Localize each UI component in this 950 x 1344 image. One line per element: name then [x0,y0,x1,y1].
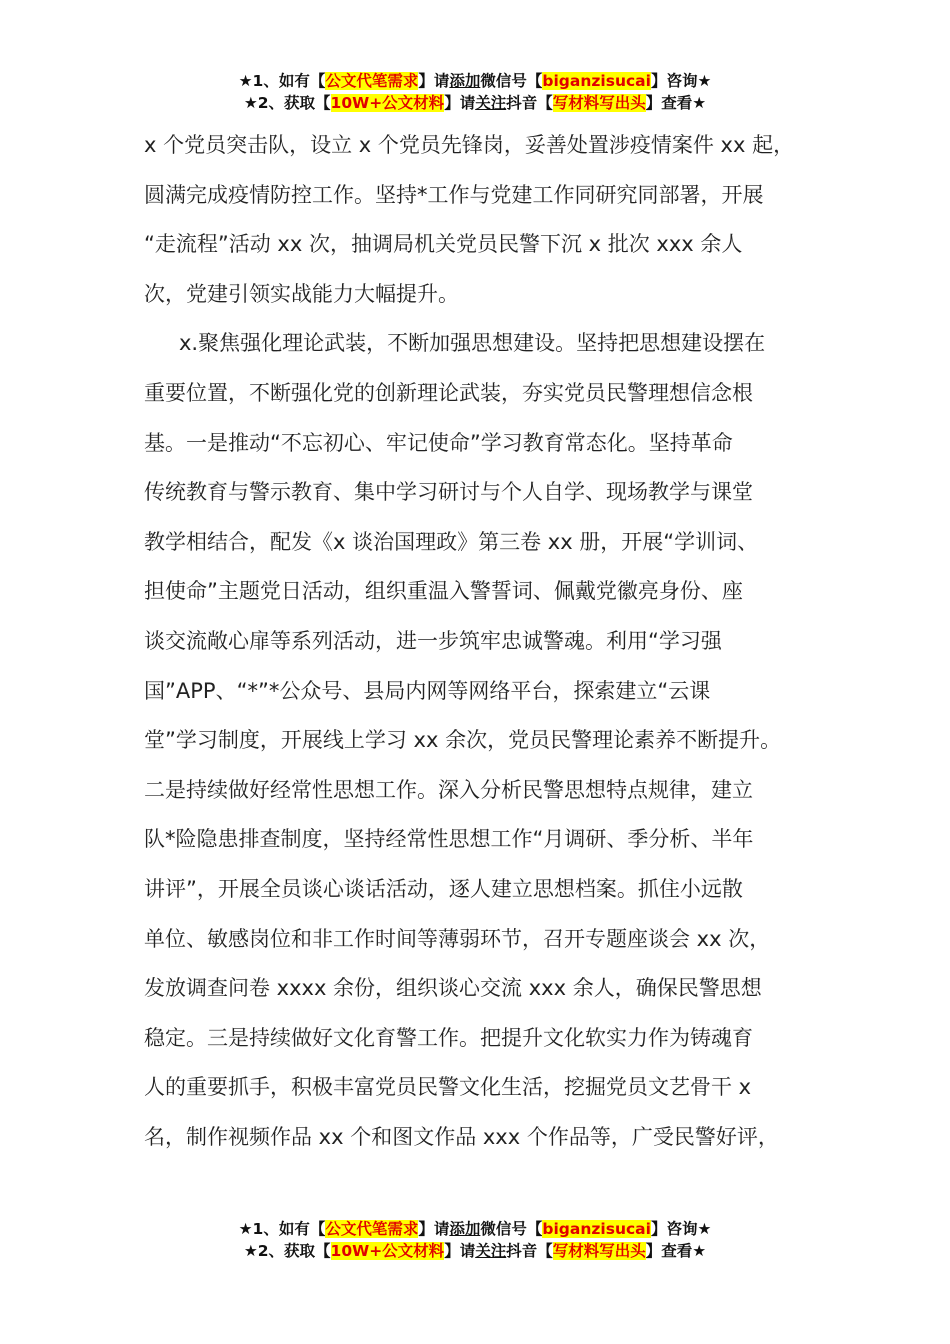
banner-line-1 [0,1218,950,1240]
text-line: 队*险隐患排查制度，坚持经常性思想工作“月调研、季分析、半年 [144,827,754,852]
banner-text: 】咨询★ [650,72,712,90]
banner-text: 抖音【 [506,94,553,112]
text-line: 二是持续做好经常性思想工作。深入分析民警思想特点规律，建立 [144,777,753,802]
banner-text: ★2、获取【 [243,1242,331,1260]
paragraph-start-line: x.聚焦强化理论武装，不断加强思想建设。坚持把思想建设摆在 [179,331,766,356]
document-body [144,121,824,1162]
text-line: 名，制作视频作品 xx 个和图文作品 xxx 个作品等，广受民警好评， [144,1124,779,1149]
text-line: 担使命”主题党日活动，组织重温入警誓词、佩戴党徽亮身份、座 [144,579,743,604]
banner-underlined: 添加 [449,72,481,90]
banner-highlight: biganzisucai [542,72,651,90]
banner-highlight: 公文代笔需求 [325,72,419,90]
text-line: 重要位置，不断强化党的创新理论武装，夯实党员民警理想信念根 [144,380,753,405]
text-line: 发放调查问卷 xxxx 余份，组织谈心交流 xxx 余人，确保民警思想 [144,976,762,1001]
banner-underlined: 关注 [475,1242,507,1260]
text-line: 稳定。三是持续做好文化育警工作。把提升文化软实力作为铸魂育 [144,1025,753,1050]
text-line: 次，党建引领实战能力大幅提升。 [144,281,459,306]
text-line: 堂”学习制度，开展线上学习 xx 余次，党员民警理论素养不断提升。 [144,728,782,753]
banner-highlight: 公文代笔需求 [325,1220,419,1238]
banner-text: 】咨询★ [650,1220,712,1238]
text-line: 基。一是推动“不忘初心、牢记使命”学习教育常态化。坚持革命 [144,430,733,455]
text-line: 单位、敏感岗位和非工作时间等薄弱环节，召开专题座谈会 xx 次， [144,926,771,951]
text-line: “走流程”活动 xx 次，抽调局机关党员民警下沉 x 批次 xxx 余人 [144,232,743,257]
banner-text: 】请 [444,1242,476,1260]
banner-highlight: biganzisucai [542,1220,651,1238]
banner-line-1 [0,70,950,92]
banner-text: 微信号【 [480,72,543,90]
text-line: 谈交流敞心扉等系列活动，进一步筑牢忠诚警魂。利用“学习强 [144,628,722,653]
banner-highlight: 10W+公文材料 [330,1242,445,1260]
text-line: 圆满完成疫情防控工作。坚持*工作与党建工作同研究同部署，开展 [144,182,764,207]
banner-line-2 [0,92,950,114]
banner-text: ★2、获取【 [243,94,331,112]
text-line: 国”APP、“*”*公众号、县局内网等网络平台，探索建立“云课 [144,678,711,703]
text-line: 人的重要抓手，积极丰富党员民警文化生活，挖掘党员文艺骨干 x [144,1075,752,1100]
banner-underlined: 添加 [449,1220,481,1238]
header-banner [0,70,950,114]
banner-text: 】请 [418,72,450,90]
banner-text: 】请 [444,94,476,112]
banner-text: ★1、如有【 [238,72,326,90]
banner-text: 】查看★ [645,1242,707,1260]
banner-text: 微信号【 [480,1220,543,1238]
banner-highlight: 写材料写出头 [552,1242,646,1260]
banner-highlight: 10W+公文材料 [330,94,445,112]
footer-banner [0,1218,950,1262]
banner-text: 】查看★ [645,94,707,112]
text-line: x 个党员突击队，设立 x 个党员先锋岗，妥善处置涉疫情案件 xx 起， [144,133,795,157]
text-line: 传统教育与警示教育、集中学习研讨与个人自学、现场教学与课堂 [144,480,753,505]
banner-highlight: 写材料写出头 [552,94,646,112]
text-line: 讲评”，开展全员谈心谈话活动，逐人建立思想档案。抓住小远散 [144,876,743,901]
banner-text: 】请 [418,1220,450,1238]
banner-text: ★1、如有【 [238,1220,326,1238]
banner-text: 抖音【 [506,1242,553,1260]
banner-line-2 [0,1240,950,1262]
text-line: 教学相结合，配发《x 谈治国理政》第三卷 xx 册，开展“学训词、 [144,529,759,554]
banner-underlined: 关注 [475,94,507,112]
